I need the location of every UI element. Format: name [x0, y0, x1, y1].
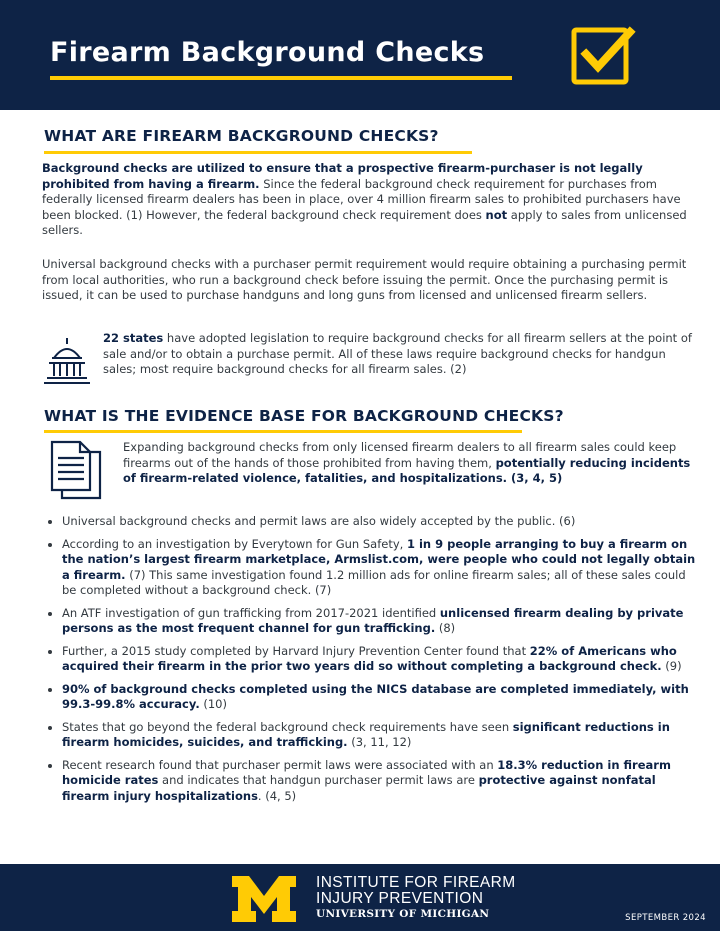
text: States that go beyond the federal background check requirements have seen	[62, 719, 513, 734]
bold-text: 22% of Americans who acquired their firearm in the prior two years did so without completing a background check.	[62, 643, 677, 673]
section-underline	[44, 151, 472, 154]
list-item	[46, 537, 696, 599]
text: Universal background checks and permit laws are also widely accepted by the public. (6)	[62, 514, 576, 528]
bold-text: not	[485, 207, 508, 222]
list-item	[46, 758, 696, 805]
paragraph-universal-checks: Universal background checks with a purchaser permit requirement would require obtaining a purchasing permit from local authorities, who run a background check before issuing the permit. Once the purchasing permit is issued, it can be used to purchase handguns and long guns from licensed and unlicensed firearm sellers.	[42, 257, 687, 302]
bold-text: Background checks are utilized to ensure that a prospective firearm-purchaser is not legally prohibited from having a firearm.	[42, 161, 643, 191]
list-item	[46, 644, 696, 675]
institute-name-line2: INJURY PREVENTION	[316, 890, 484, 907]
institute-wordmark	[316, 875, 516, 921]
list-item	[46, 720, 696, 751]
paragraph-definition	[42, 161, 698, 239]
text: (10)	[199, 697, 227, 711]
text: . (4, 5)	[257, 788, 297, 803]
text: Expanding background checks from only licensed firearm dealers to all firearm sales could keep firearms out of the hands of those prohibited from having them,	[123, 440, 677, 470]
bold-text: 90% of background checks completed using the NICS database are completed immediately, with 99.3-99.8% accuracy.	[62, 681, 689, 711]
paragraph-22-states	[103, 331, 695, 378]
bold-text: unlicensed firearm dealing by private persons as the most frequent channel for gun trafficking.	[62, 605, 684, 635]
publication-date: SEPTEMBER 2024	[625, 913, 706, 923]
text: An ATF investigation of gun trafficking from 2017-2021 identified	[62, 605, 440, 620]
text: and indicates that handgun purchaser permit laws are	[158, 773, 479, 787]
title-underline	[50, 76, 512, 80]
capitol-building-icon	[40, 336, 94, 390]
list-item	[46, 682, 696, 713]
document-icon	[48, 438, 104, 502]
bold-text: 18.3% reduction in firearm homicide rates	[62, 757, 671, 787]
text: Since the federal background check requirement for purchases from federally licensed firearm dealers has been in place, over 4 million firearm sales to prohibited purchasers have been blocked. (1) However, the federal background check requirement does	[42, 176, 681, 222]
text: (7) This same investigation found 1.2 million ads for online firearm sales; all of these sales could be completed without a background check. (7)	[62, 567, 686, 597]
text: apply to sales from unlicensed sellers.	[42, 207, 687, 237]
section-title-evidence-base: WHAT IS THE EVIDENCE BASE FOR BACKGROUND CHECKS?	[44, 407, 564, 425]
bold-text: potentially reducing incidents of firearm-related violence, fatalities, and hospitalizations. (3, 4, 5)	[123, 455, 691, 485]
list-item	[46, 514, 696, 530]
text: According to an investigation by Everytown for Gun Safety,	[62, 536, 407, 551]
text: have adopted legislation to require background checks for all firearm sellers at the point of sale and/or to obtain a purchase permit. All of these laws require background checks for handgun sales; most require background checks for all firearm sales. (2)	[103, 331, 692, 376]
bold-text: protective against nonfatal firearm injury hospitalizations	[62, 773, 656, 803]
evidence-bullet-list	[46, 514, 696, 811]
bold-text: 22 states	[103, 331, 164, 345]
university-name: UNIVERSITY OF MICHIGAN	[316, 908, 490, 920]
section-title-what-are: WHAT ARE FIREARM BACKGROUND CHECKS?	[44, 127, 439, 145]
page-title: Firearm Background Checks	[50, 37, 485, 68]
text: (3, 11, 12)	[347, 735, 412, 749]
section-underline	[44, 430, 522, 433]
bold-text: significant reductions in firearm homicides, suicides, and trafficking.	[62, 719, 670, 749]
list-item	[46, 606, 696, 637]
text: (9)	[661, 659, 682, 673]
checkbox-icon	[570, 22, 636, 86]
bold-text: 1 in 9 people arranging to buy a firearm on the nation’s largest firearm marketplace, Armslist.com, were people who could not legally obtain a firearm.	[62, 536, 696, 582]
header-banner	[0, 0, 720, 110]
institute-name-line1: INSTITUTE FOR FIREARM	[316, 874, 516, 891]
block-m-logo	[232, 876, 296, 922]
text: Recent research found that purchaser permit laws were associated with an	[62, 757, 498, 772]
text: Further, a 2015 study completed by Harvard Injury Prevention Center found that	[62, 643, 530, 658]
text: (8)	[435, 621, 456, 635]
paragraph-expanding-checks	[123, 440, 695, 487]
